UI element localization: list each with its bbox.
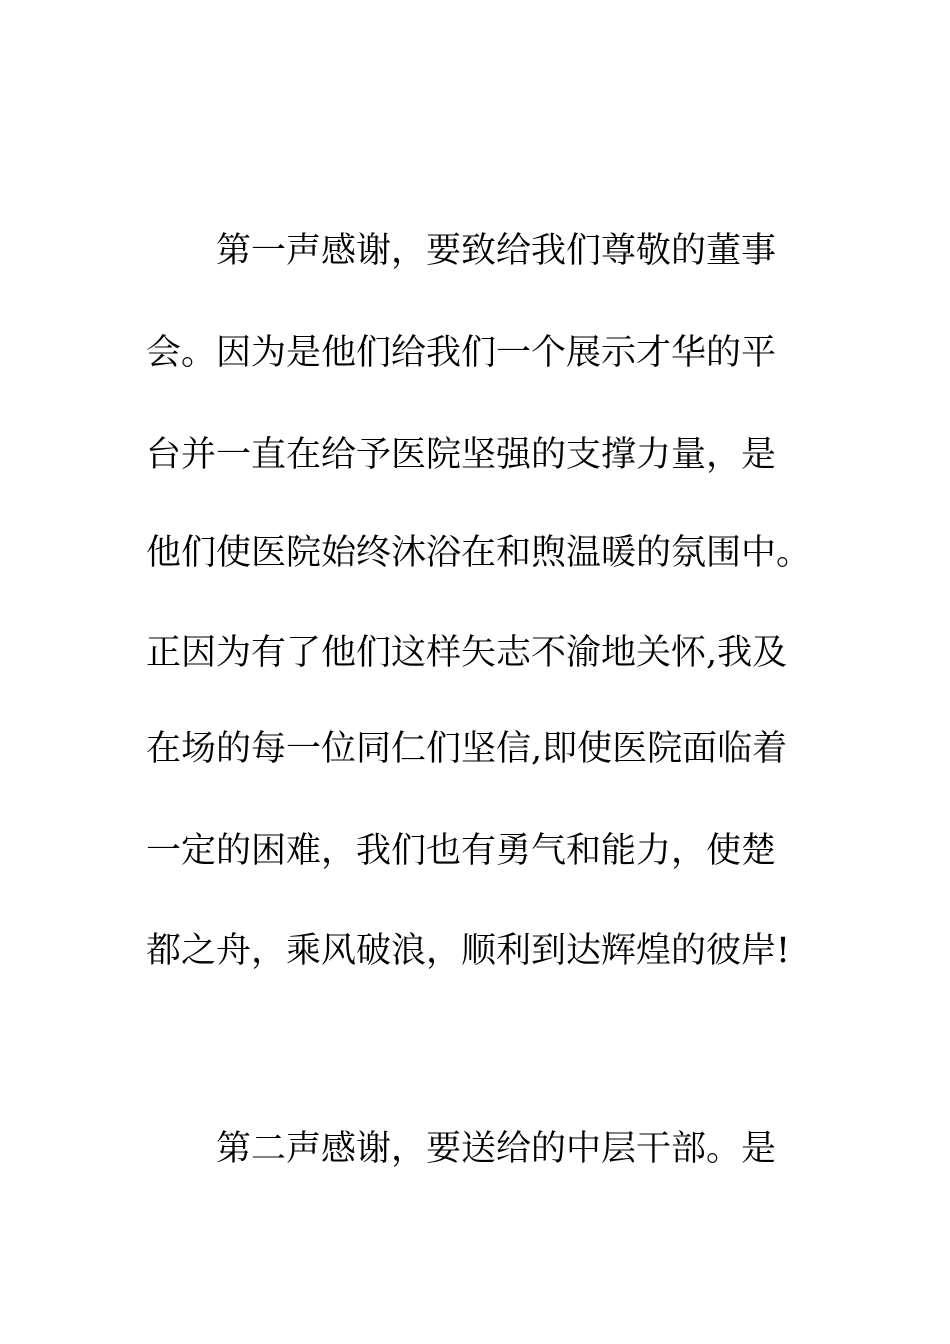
text-line: 正因为有了他们这样矢志不渝地关怀,我及 <box>146 633 788 673</box>
text-line: 都之舟，乘风破浪，顺利到达辉煌的彼岸! <box>146 931 791 971</box>
text-line: 在场的每一位同仁们坚信,即使医院面临着 <box>146 729 788 769</box>
text-line: 第一声感谢，要致给我们尊敬的董事 <box>216 231 777 271</box>
text-line: 他们使医院始终沐浴在和煦温暖的氛围中。 <box>146 533 812 573</box>
text-line: 台并一直在给予医院坚强的支撑力量，是 <box>146 435 777 475</box>
text-line: 一定的困难，我们也有勇气和能力，使楚 <box>146 831 777 871</box>
text-line: 第二声感谢，要送给的中层干部。是 <box>216 1129 777 1169</box>
text-line: 会。因为是他们给我们一个展示才华的平 <box>146 333 777 373</box>
